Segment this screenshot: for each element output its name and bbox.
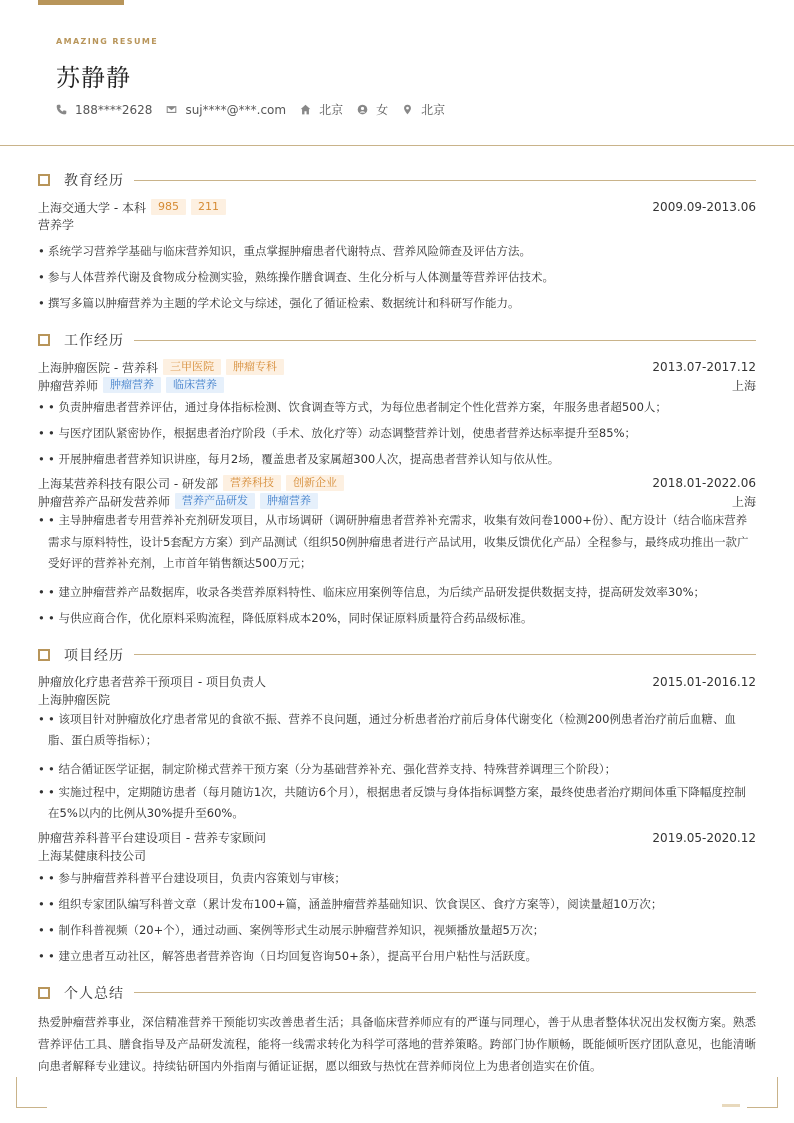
role-tag: 临床营养 — [166, 377, 224, 393]
project-row — [38, 673, 756, 691]
location-icon — [402, 104, 413, 115]
education-date: 2009.09-2013.06 — [652, 200, 756, 214]
project-org: 上海肿瘤医院 — [38, 692, 111, 707]
section-title: 教育经历 — [64, 173, 124, 189]
job-role: 肿瘤营养师 — [38, 378, 99, 393]
contact-phone — [56, 103, 152, 117]
contact-email — [166, 103, 286, 117]
list-item: • 系统学习营养学基础与临床营养知识，重点掌握肿瘤患者代谢特点、营养风险筛查及评估方法。 — [38, 238, 756, 264]
org-tag: 肿瘤专科 — [226, 359, 284, 375]
top-accent-bar — [38, 0, 124, 5]
project-items — [38, 865, 756, 969]
list-item: • • 开展肿瘤患者营养知识讲座，每月2场，覆盖患者及家属超300人次，提高患者营养认知与依从性。 — [38, 446, 756, 472]
contact-location — [402, 101, 445, 118]
list-item: • 撰写多篇以肿瘤营养为主题的学术论文与综述，强化了循证检索、数据统计和科研写作能力。 — [38, 290, 756, 316]
page-indicator — [722, 1104, 740, 1107]
list-item: • • 建立肿瘤营养产品数据库，收录各类营养原料特性、临床应用案例等信息，为后续产品研发提供数据支持，提高研发效率30%； — [38, 579, 756, 605]
project-date: 2019.05-2020.12 — [652, 830, 756, 845]
org-tag: 创新企业 — [286, 475, 344, 491]
phone-icon — [56, 104, 67, 115]
list-item: • • 结合循证医学证据，制定阶梯式营养干预方案（分为基础营养补充、强化营养支持、特殊营养调理三个阶段）； — [38, 756, 756, 782]
list-item: • • 该项目针对肿瘤放化疗患者常见的食欲不振、营养不良问题，通过分析患者治疗前后身体代谢变化（检测200例患者治疗前后血糖、血脂、蛋白质等指标）； — [38, 709, 756, 752]
project-org: 上海某健康科技公司 — [38, 848, 147, 863]
school-tag: 211 — [191, 199, 226, 215]
list-item: • • 建立患者互动社区，解答患者营养咨询（日均回复咨询50+条），提高平台用户粘性与活跃度。 — [38, 943, 756, 969]
job-date: 2018.01-2022.06 — [652, 476, 756, 490]
list-item: • • 参与肿瘤营养科普平台建设项目，负责内容策划与审核； — [38, 865, 756, 891]
corner-decoration — [747, 1077, 778, 1108]
brand-label: AMAZING RESUME — [56, 37, 159, 46]
contact-gender-text: 女 — [376, 103, 389, 117]
contact-phone-text: 188****2628 — [75, 102, 153, 117]
resume-content — [38, 168, 756, 1077]
job-role-row — [38, 492, 756, 510]
mail-icon — [166, 104, 177, 115]
square-bullet-icon — [38, 649, 50, 661]
section-education-header — [38, 168, 756, 192]
contact-home-text: 北京 — [319, 103, 344, 117]
section-title: 项目经历 — [64, 647, 124, 664]
role-tag: 肿瘤营养 — [103, 377, 161, 393]
section-summary-header — [38, 981, 756, 1005]
square-bullet-icon — [38, 334, 50, 346]
education-list — [38, 238, 756, 316]
job-org: 上海肿瘤医院 - 营养科 — [38, 360, 158, 375]
section-divider — [134, 992, 756, 993]
list-item: • • 组织专家团队编写科普文章（累计发布100+篇，涵盖肿瘤营养基础知识、饮食误区、食疗方案等），阅读量超10万次； — [38, 891, 756, 917]
list-item: • • 负责肿瘤患者营养评估，通过身体指标检测、饮食调查等方式，为每位患者制定个性化营养方案，年服务患者超500人； — [38, 394, 756, 420]
section-divider — [134, 340, 756, 341]
project-items — [38, 709, 756, 825]
job-duties — [38, 394, 756, 472]
list-item: • • 主导肿瘤患者专用营养补充剂研发项目，从市场调研（调研肿瘤患者营养补充需求，收集有效问卷1000+份）、配方设计（结合临床营养需求与原料特性，设计5套配方方案）到产品测试（组织50例肿瘤患者进行产品试用，收集反馈优化产品）全程参与，最终成功推出一款广受好评的营养补充剂，上市首年销售额达500万元； — [38, 510, 756, 575]
role-tag: 营养产品研发 — [175, 493, 255, 509]
role-tag: 肿瘤营养 — [260, 493, 318, 509]
section-title: 个人总结 — [64, 985, 124, 1002]
job-city: 上海 — [731, 494, 756, 509]
project-date: 2015.01-2016.12 — [652, 674, 756, 689]
list-item: • • 与供应商合作，优化原料采购流程，降低原料成本20%，同时保证原料质量符合药品级标准。 — [38, 605, 756, 631]
contact-email-text: suj****@***.com — [185, 102, 287, 117]
gender-icon — [357, 104, 368, 115]
school-tag: 985 — [151, 199, 186, 215]
section-divider — [134, 180, 756, 181]
list-item: • 参与人体营养代谢及食物成分检测实验，熟练操作膳食调查、生化分析与人体测量等营养评估技术。 — [38, 264, 756, 290]
org-tag: 营养科技 — [223, 475, 281, 491]
job-role: 肿瘤营养产品研发营养师 — [38, 494, 171, 509]
major: 营养学 — [38, 218, 75, 232]
job-org: 上海某营养科技有限公司 - 研发部 — [38, 476, 218, 491]
candidate-name: 苏静静 — [56, 64, 131, 92]
education-row — [38, 198, 756, 216]
project-name: 肿瘤放化疗患者营养干预项目 - 项目负责人 — [38, 675, 266, 689]
job-org-row — [38, 474, 756, 492]
job-role-row — [38, 376, 756, 394]
list-item: • • 实施过程中，定期随访患者（每月随访1次，共随访6个月），根据患者反馈与身体指标调整方案，最终使患者治疗期间体重下降幅度控制在5%以内的比例从30%提升至60%。 — [38, 782, 756, 825]
list-item: • • 制作科普视频（20+个），通过动画、案例等形式生动展示肿瘤营养知识，视频播放量超5万次； — [38, 917, 756, 943]
contact-home — [300, 101, 343, 118]
contact-bar — [56, 101, 459, 118]
org-tag: 三甲医院 — [163, 359, 221, 375]
summary-text: 热爱肿瘤营养事业，深信精准营养干预能切实改善患者生活；具备临床营养师应有的严谨与同理心，善于从患者整体状况出发权衡方案。熟悉营养评估工具、膳食指导及产品研发流程，能将一线需求转化为科学可落地的营养策略。跨部门协作顺畅，既能倾听医疗团队意见，也能清晰向患者解释专业建议。持续钻研国内外指南与循证证据，愿以细致与热忱在营养师岗位上为患者创造实在价值。 — [38, 1014, 756, 1073]
section-divider — [134, 654, 756, 655]
corner-decoration — [16, 1077, 47, 1108]
job-city: 上海 — [731, 378, 756, 393]
section-title: 工作经历 — [64, 333, 124, 349]
section-work-header — [38, 328, 756, 352]
job-duties — [38, 510, 756, 631]
job-org-row — [38, 358, 756, 376]
section-projects-header — [38, 643, 756, 667]
contact-gender — [357, 101, 388, 118]
project-name: 肿瘤营养科普平台建设项目 - 营养专家顾问 — [38, 831, 266, 845]
list-item: • • 与医疗团队紧密协作，根据患者治疗阶段（手术、放化疗等）动态调整营养计划，使患者营养达标率提升至85%； — [38, 420, 756, 446]
square-bullet-icon — [38, 987, 50, 999]
home-icon — [300, 104, 311, 115]
project-row — [38, 829, 756, 847]
square-bullet-icon — [38, 174, 50, 186]
job-date: 2013.07-2017.12 — [652, 360, 756, 374]
header-divider — [0, 145, 794, 146]
contact-location-text: 北京 — [421, 103, 446, 117]
school-name: 上海交通大学 - 本科 — [38, 200, 146, 215]
